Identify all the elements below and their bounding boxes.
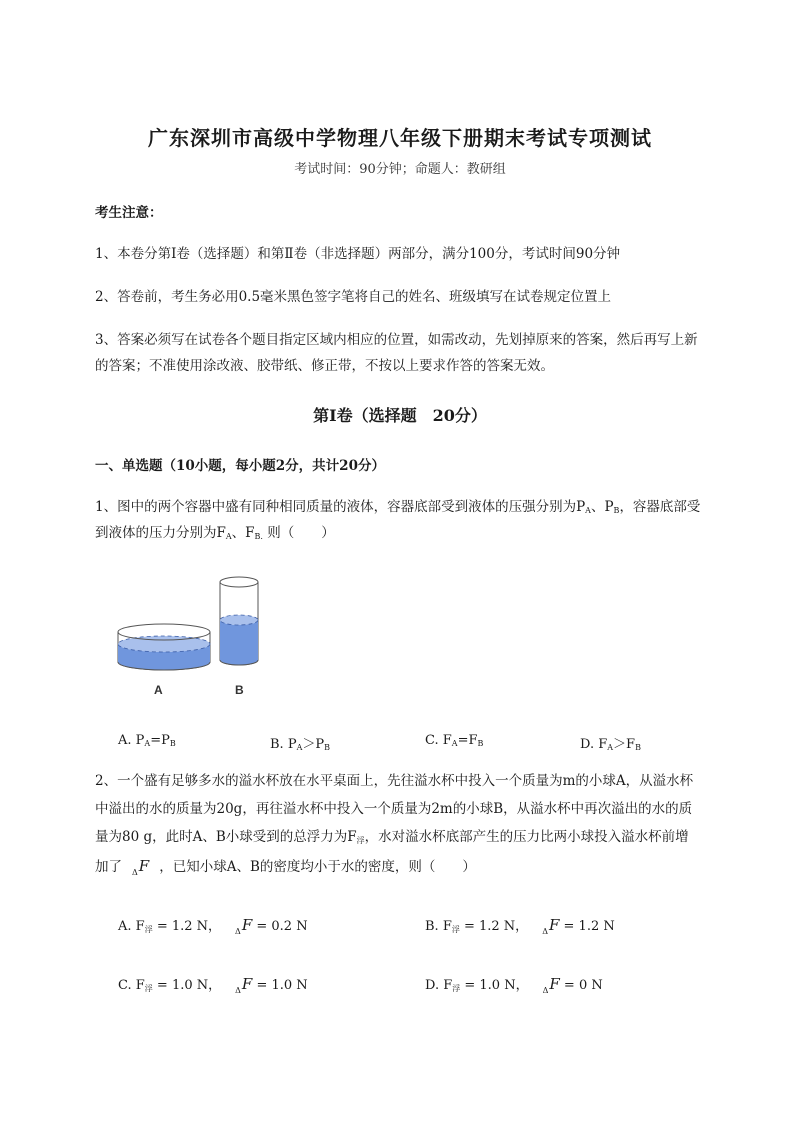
figure-label-a: A	[154, 683, 163, 697]
q2-option-b[interactable]: B. $F_浮 = 1.2$ N， $_\Delta$F = 1.2 N	[425, 916, 615, 936]
container-a	[118, 624, 210, 670]
notice-heading: 考生注意：	[95, 205, 163, 221]
notice-item-1: 1、本卷分第Ⅰ卷（选择题）和第Ⅱ卷（非选择题）两部分，满分100分，考试时间90分钟	[95, 246, 621, 262]
q1-option-c[interactable]: C. $F_A=F_B$	[425, 733, 484, 748]
q1-line-2: 到液体的压力分别为$F_A$、$F_{B.}$ 则（ ）	[95, 525, 335, 541]
q2-line-1: 2、一个盛有足够多水的溢水杯放在水平桌面上，先往溢水杯中投入一个质量为m的小球A，从溢水杯	[95, 773, 694, 789]
notice-item-2: 2、答卷前，考生务必用0.5毫米黑色签字笔将自己的姓名、班级填写在试卷规定位置上	[95, 289, 612, 305]
figure-label-b: B	[235, 683, 244, 697]
q1-option-d[interactable]: D. $F_A>F_B$	[580, 737, 641, 752]
exam-title: 广东深圳市高级中学物理八年级下册期末考试专项测试	[148, 126, 652, 150]
container-b	[220, 577, 258, 665]
q2-line-4: 加了 $_\Delta$F ，已知小球A、B的密度均小于水的密度，则（ ）	[95, 857, 476, 877]
q1-line-1: 1、图中的两个容器中盛有同种相同质量的液体，容器底部受到液体的压强分别为$P_A$、$P_B$，容器底部受	[95, 499, 701, 515]
q1-option-a[interactable]: A. $P_A=P_B$	[118, 733, 176, 748]
q2-option-a[interactable]: A. $F_浮 = 1.2$ N， $_\Delta$F = 0.2 N	[118, 916, 308, 936]
exam-subtitle: 考试时间：90分钟；命题人：教研组	[294, 162, 506, 177]
q2-line-2: 中溢出的水的质量为20g，再往溢水杯中投入一个质量为2m的小球B，从溢水杯中再次溢出的水的质	[95, 801, 693, 817]
notice-item-3-cont: 的答案；不准使用涂改液、胶带纸、修正带，不按以上要求作答的答案无效。	[95, 358, 554, 374]
notice-item-3: 3、答案必须写在试卷各个题目指定区域内相应的位置，如需改动，先划掉原来的答案，然后再写上新	[95, 332, 698, 348]
q1-containers-figure	[112, 572, 272, 702]
section-title: 第Ⅰ卷（选择题 20分）	[313, 406, 487, 425]
q1-option-b[interactable]: B. $P_A>P_B$	[270, 737, 330, 752]
q2-option-c[interactable]: C. $F_浮 = 1.0$ N， $_\Delta$F = 1.0 N	[118, 975, 308, 995]
q2-option-d[interactable]: D. $F_浮 = 1.0$ N， $_\Delta$F = 0 N	[425, 975, 603, 995]
q2-line-3: 量为80 g，此时A、B小球受到的总浮力为$F_浮$，水对溢水杯底部产生的压力比两小球投入溢水杯前增	[95, 829, 689, 845]
part-heading: 一、单选题（10小题，每小题2分，共计20分）	[95, 458, 385, 474]
